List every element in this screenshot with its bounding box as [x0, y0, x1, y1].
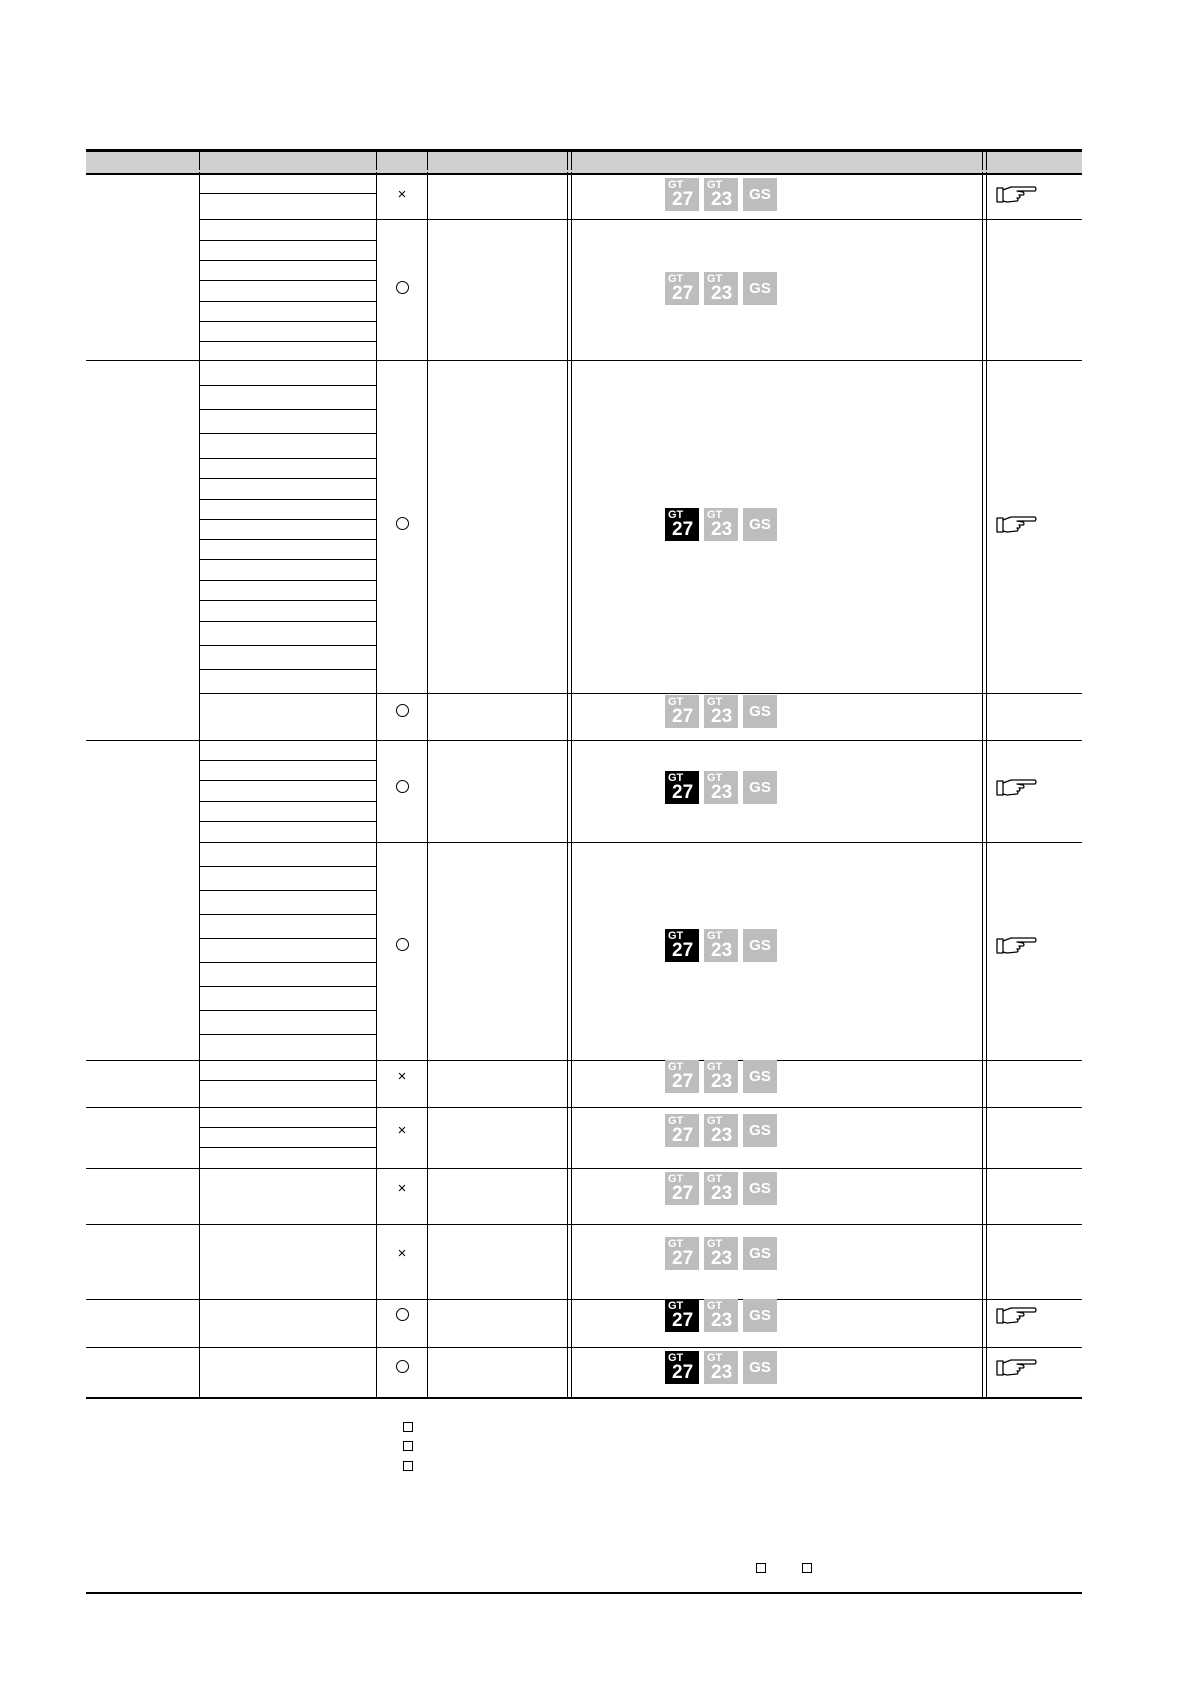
badge-label: GS — [749, 186, 771, 203]
badge-prefix: GT — [707, 179, 723, 191]
badge-number: 23 — [711, 1125, 733, 1146]
cell-line — [199, 600, 376, 601]
badge-prefix: GT — [707, 273, 723, 285]
cell-line — [199, 1147, 376, 1148]
gs-badge — [743, 695, 777, 728]
badge-prefix: GT — [668, 1238, 684, 1250]
circle-icon — [396, 938, 409, 951]
gt27-badge — [665, 272, 699, 305]
badge-number: 27 — [672, 1310, 694, 1331]
badge-prefix: GT — [668, 1352, 684, 1364]
gt23-badge — [704, 929, 738, 962]
badge-prefix: GT — [707, 509, 723, 521]
pointing-hand-icon[interactable] — [995, 514, 1039, 536]
badge-label: GS — [749, 280, 771, 297]
badge-number: 27 — [672, 1183, 694, 1204]
circle-mark — [382, 938, 422, 955]
badge-number: 23 — [711, 1183, 733, 1204]
cell-line — [199, 341, 376, 342]
pointing-hand-icon[interactable] — [995, 1357, 1039, 1379]
square-icon — [756, 1563, 766, 1573]
cell-line — [199, 301, 376, 302]
badge-number: 23 — [711, 1310, 733, 1331]
badge-number: 27 — [672, 706, 694, 727]
model-badges — [665, 508, 777, 541]
badge-number: 27 — [672, 940, 694, 961]
gt27-badge — [665, 1060, 699, 1093]
gt23-badge — [704, 1351, 738, 1384]
badge-label: GS — [749, 779, 771, 796]
cell-line — [199, 1080, 376, 1081]
badge-number: 23 — [711, 283, 733, 304]
cell-line — [199, 321, 376, 322]
header-divider — [199, 152, 200, 170]
badge-prefix: GT — [707, 1061, 723, 1073]
cell-line — [199, 539, 376, 540]
gs-badge — [743, 1351, 777, 1384]
square-icon — [403, 1422, 413, 1432]
gt23-badge — [704, 508, 738, 541]
header-divider — [982, 152, 987, 170]
cross-mark: × — [397, 186, 407, 203]
header-divider — [427, 152, 428, 170]
badge-prefix: GT — [668, 509, 684, 521]
badge-label: GS — [749, 1245, 771, 1262]
gt27-badge — [665, 1172, 699, 1205]
badge-label: GS — [749, 1180, 771, 1197]
circle-icon — [396, 1308, 409, 1321]
badge-label: GS — [749, 1068, 771, 1085]
gt23-badge — [704, 771, 738, 804]
gt27-badge — [665, 695, 699, 728]
badge-label: GS — [749, 1307, 771, 1324]
badge-number: 23 — [711, 940, 733, 961]
badge-prefix: GT — [668, 772, 684, 784]
cell-line — [199, 1127, 376, 1128]
hand-outline — [997, 1360, 1036, 1375]
column-divider — [567, 172, 572, 1397]
column-divider — [982, 172, 987, 1397]
badge-number: 27 — [672, 189, 694, 210]
gt23-badge — [704, 1299, 738, 1332]
cell-line — [199, 962, 376, 963]
cell-line — [199, 240, 376, 241]
gt23-badge — [704, 1114, 738, 1147]
badge-prefix: GT — [668, 930, 684, 942]
hand-outline — [997, 1308, 1036, 1323]
badge-prefix: GT — [707, 1173, 723, 1185]
badge-number: 27 — [672, 519, 694, 540]
badge-prefix: GT — [707, 696, 723, 708]
gt27-badge — [665, 1351, 699, 1384]
gt27-badge — [665, 1237, 699, 1270]
gs-badge — [743, 178, 777, 211]
gt27-badge — [665, 929, 699, 962]
circle-icon — [396, 1360, 409, 1373]
model-badges — [665, 771, 777, 804]
row-separator — [86, 1107, 1082, 1108]
cell-line — [199, 580, 376, 581]
badge-prefix: GT — [707, 1300, 723, 1312]
group-separator — [199, 219, 1082, 220]
model-badges — [665, 1060, 777, 1093]
circle-icon — [396, 780, 409, 793]
circle-icon — [396, 704, 409, 717]
cell-line — [199, 385, 376, 386]
circle-icon — [396, 517, 409, 530]
cell-line — [199, 890, 376, 891]
cross-mark: × — [397, 1068, 407, 1085]
cell-line — [199, 914, 376, 915]
pointing-hand-icon[interactable] — [995, 184, 1039, 206]
row-separator — [86, 1347, 1082, 1348]
group-separator — [199, 842, 1082, 843]
gt27-badge — [665, 771, 699, 804]
row-separator — [86, 740, 1082, 741]
circle-mark — [382, 780, 422, 797]
hand-outline — [997, 517, 1036, 532]
column-divider — [199, 172, 200, 1397]
gt23-badge — [704, 178, 738, 211]
square-icon — [802, 1563, 812, 1573]
circle-mark — [382, 517, 422, 534]
model-badges — [665, 695, 777, 728]
badge-prefix: GT — [668, 1300, 684, 1312]
header-divider — [376, 152, 377, 170]
cell-line — [199, 519, 376, 520]
badge-number: 27 — [672, 1362, 694, 1383]
pointing-hand-icon[interactable] — [995, 935, 1039, 957]
circle-mark — [382, 704, 422, 721]
hand-outline — [997, 780, 1036, 795]
table-header — [86, 149, 1082, 175]
cell-line — [199, 1010, 376, 1011]
gs-badge — [743, 1237, 777, 1270]
group-separator — [199, 693, 1082, 694]
table-bottom-rule — [86, 1397, 1082, 1399]
gs-badge — [743, 771, 777, 804]
cell-line — [199, 433, 376, 434]
gt27-badge — [665, 1114, 699, 1147]
badge-number: 23 — [711, 1248, 733, 1269]
gt27-badge — [665, 508, 699, 541]
gt27-badge — [665, 178, 699, 211]
cell-line — [199, 458, 376, 459]
gs-badge — [743, 929, 777, 962]
cell-line — [199, 669, 376, 670]
model-badges — [665, 1172, 777, 1205]
pointing-hand-icon[interactable] — [995, 1305, 1039, 1327]
badge-prefix: GT — [707, 930, 723, 942]
badge-prefix: GT — [668, 179, 684, 191]
gs-badge — [743, 1172, 777, 1205]
hand-outline — [997, 187, 1036, 202]
column-divider — [427, 172, 428, 1397]
row-separator — [86, 1299, 1082, 1300]
badge-number: 23 — [711, 1071, 733, 1092]
square-icon — [403, 1441, 413, 1451]
badge-number: 23 — [711, 1362, 733, 1383]
model-badges — [665, 1351, 777, 1384]
cell-line — [199, 801, 376, 802]
row-separator — [86, 1168, 1082, 1169]
badge-label: GS — [749, 937, 771, 954]
gs-badge — [743, 1060, 777, 1093]
model-badges — [665, 272, 777, 305]
gs-badge — [743, 1114, 777, 1147]
badge-prefix: GT — [707, 1238, 723, 1250]
cell-line — [199, 645, 376, 646]
gt23-badge — [704, 1060, 738, 1093]
badge-label: GS — [749, 516, 771, 533]
circle-mark — [382, 1308, 422, 1325]
badge-number: 27 — [672, 782, 694, 803]
badge-label: GS — [749, 1122, 771, 1139]
cell-line — [199, 478, 376, 479]
gs-badge — [743, 1299, 777, 1332]
cross-mark: × — [397, 1122, 407, 1139]
cell-line — [199, 260, 376, 261]
badge-number: 27 — [672, 283, 694, 304]
cell-line — [199, 938, 376, 939]
badge-number: 23 — [711, 782, 733, 803]
model-badges — [665, 178, 777, 211]
cell-line — [199, 621, 376, 622]
cell-line — [199, 193, 376, 194]
cell-line — [199, 280, 376, 281]
gt23-badge — [704, 272, 738, 305]
cell-line — [199, 559, 376, 560]
pointing-hand-icon[interactable] — [995, 777, 1039, 799]
badge-prefix: GT — [707, 1115, 723, 1127]
badge-number: 23 — [711, 706, 733, 727]
badge-number: 27 — [672, 1071, 694, 1092]
cell-line — [199, 821, 376, 822]
cell-line — [199, 1034, 376, 1035]
model-badges — [665, 1237, 777, 1270]
cell-line — [199, 866, 376, 867]
model-badges — [665, 1114, 777, 1147]
row-separator — [86, 1060, 1082, 1061]
badge-prefix: GT — [668, 1115, 684, 1127]
gs-badge — [743, 272, 777, 305]
badge-number: 27 — [672, 1248, 694, 1269]
column-divider — [376, 172, 377, 1397]
circle-mark — [382, 281, 422, 298]
square-icon — [403, 1461, 413, 1471]
model-badges — [665, 929, 777, 962]
gt23-badge — [704, 695, 738, 728]
cell-line — [199, 499, 376, 500]
badge-prefix: GT — [707, 1352, 723, 1364]
cell-line — [199, 986, 376, 987]
row-separator — [86, 1224, 1082, 1225]
badge-prefix: GT — [668, 1061, 684, 1073]
badge-number: 23 — [711, 189, 733, 210]
row-separator — [86, 360, 1082, 361]
badge-prefix: GT — [668, 1173, 684, 1185]
gs-badge — [743, 508, 777, 541]
badge-prefix: GT — [668, 273, 684, 285]
gt27-badge — [665, 1299, 699, 1332]
badge-number: 23 — [711, 519, 733, 540]
circle-icon — [396, 281, 409, 294]
circle-mark — [382, 1360, 422, 1377]
cross-mark: × — [397, 1245, 407, 1262]
badge-number: 27 — [672, 1125, 694, 1146]
badge-prefix: GT — [668, 696, 684, 708]
badge-label: GS — [749, 1359, 771, 1376]
model-badges — [665, 1299, 777, 1332]
header-divider — [567, 152, 572, 170]
cell-line — [199, 780, 376, 781]
cell-line — [199, 409, 376, 410]
cross-mark: × — [397, 1180, 407, 1197]
gt23-badge — [704, 1172, 738, 1205]
footer-rule — [86, 1592, 1082, 1594]
gt23-badge — [704, 1237, 738, 1270]
cell-line — [199, 760, 376, 761]
hand-outline — [997, 938, 1036, 953]
badge-label: GS — [749, 703, 771, 720]
badge-prefix: GT — [707, 772, 723, 784]
